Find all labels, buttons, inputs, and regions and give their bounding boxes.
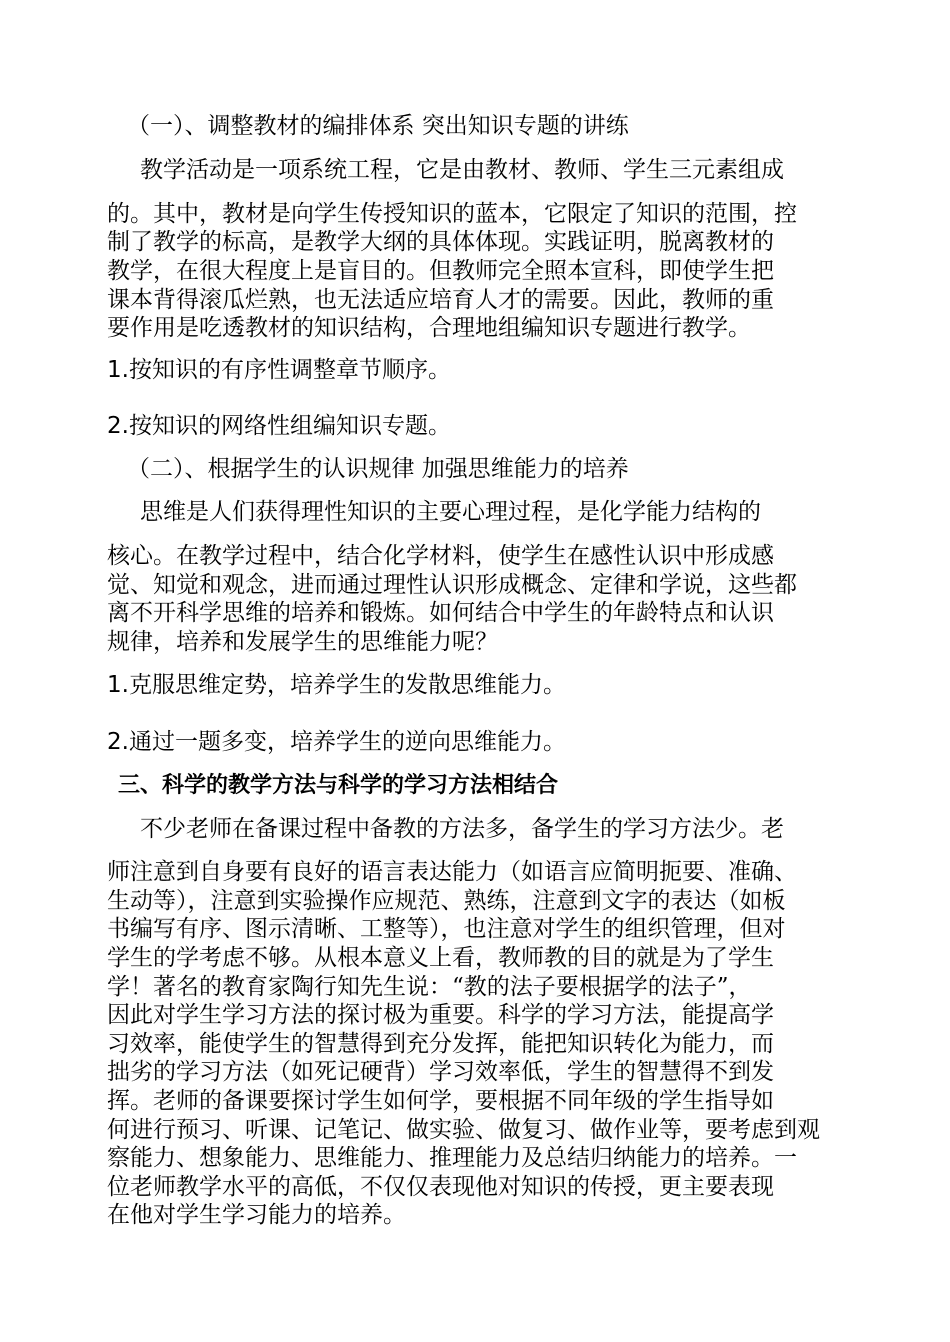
list-item-text: 按知识的有序性调整章节顺序。 bbox=[128, 357, 451, 383]
paragraph-3-line-11: 何进行预习、听课、记笔记、做实验、做复习、做作业等，要考虑到观 bbox=[107, 1117, 820, 1143]
paragraph-1-line-4: 教学，在很大程度上是盲目的。但教师完全照本宣科，即使学生把 bbox=[107, 258, 774, 284]
list-item-number: 2. bbox=[107, 729, 129, 755]
paragraph-1-line-1: 教学活动是一项系统工程，它是由教材、教师、学生三元素组成 bbox=[140, 157, 784, 183]
paragraph-3-line-9: 拙劣的学习方法（如死记硬背）学习效率低，学生的智慧得不到发 bbox=[107, 1059, 774, 1085]
list-item-1-2 bbox=[107, 411, 451, 441]
list-item-2-2 bbox=[107, 727, 566, 757]
paragraph-3-line-5: 学生的学考虑不够。从根本意义上看，教师教的目的就是为了学生 bbox=[107, 945, 774, 971]
paragraph-3-line-8: 习效率，能使学生的智慧得到充分发挥，能把知识转化为能力，而 bbox=[107, 1031, 774, 1057]
list-item-2-1 bbox=[107, 670, 566, 700]
paragraph-3-line-13: 位老师教学水平的高低，不仅仅表现他对知识的传授，更主要表现 bbox=[107, 1174, 774, 1200]
paragraph-2-line-2: 核心。在教学过程中，结合化学材料，使学生在感性认识中形成感 bbox=[107, 543, 774, 569]
paragraph-3-line-12: 察能力、想象能力、思维能力、推理能力及总结归纳能力的培养。一 bbox=[107, 1145, 797, 1171]
list-item-text: 通过一题多变，培养学生的逆向思维能力。 bbox=[128, 729, 566, 755]
paragraph-3-line-1: 不少老师在备课过程中备教的方法多，备学生的学习方法少。老 bbox=[140, 816, 784, 842]
list-item-number: 2. bbox=[107, 413, 129, 439]
paragraph-2-line-3: 觉、知觉和观念，进而通过理性认识形成概念、定律和学说，这些都 bbox=[107, 572, 797, 598]
list-item-number: 1. bbox=[107, 357, 129, 383]
subheading-1: （一）、调整教材的编排体系 突出知识专题的讲练 bbox=[127, 113, 629, 139]
paragraph-3-line-6: 学！著名的教育家陶行知先生说：“教的法子要根据学的法子”， bbox=[107, 974, 752, 1000]
paragraph-1-line-5: 课本背得滚瓜烂熟，也无法适应培育人才的需要。因此，教师的重 bbox=[107, 287, 774, 313]
paragraph-2-line-1: 思维是人们获得理性知识的主要心理过程，是化学能力结构的 bbox=[140, 499, 761, 525]
paragraph-2-line-4: 离不开科学思维的培养和锻炼。如何结合中学生的年龄特点和认识 bbox=[107, 600, 774, 626]
paragraph-3-line-3: 生动等），注意到实验操作应规范、熟练，注意到文字的表达（如板 bbox=[107, 888, 786, 914]
list-item-text: 克服思维定势，培养学生的发散思维能力。 bbox=[128, 672, 566, 698]
subheading-2: （二）、根据学生的认识规律 加强思维能力的培养 bbox=[127, 456, 629, 482]
paragraph-3-line-7: 因此对学生学习方法的探讨极为重要。科学的学习方法，能提高学 bbox=[107, 1002, 774, 1028]
paragraph-3-line-4: 书编写有序、图示清晰、工整等），也注意对学生的组织管理，但对 bbox=[107, 916, 786, 942]
paragraph-1-line-6: 要作用是吃透教材的知识结构，合理地组编知识专题进行教学。 bbox=[107, 315, 751, 341]
paragraph-3-line-14: 在他对学生学习能力的培养。 bbox=[107, 1202, 406, 1228]
paragraph-1-line-3: 制了教学的标高，是教学大纲的具体体现。实践证明，脱离教材的 bbox=[107, 229, 774, 255]
paragraph-3-line-2: 师注意到自身要有良好的语言表达能力（如语言应简明扼要、准确、 bbox=[107, 859, 797, 885]
list-item-number: 1. bbox=[107, 672, 129, 698]
paragraph-2-line-5: 规律，培养和发展学生的思维能力呢？ bbox=[107, 629, 498, 655]
paragraph-1-line-2: 的。其中，教材是向学生传授知识的蓝本，它限定了知识的范围，控 bbox=[107, 201, 797, 227]
list-item-1-1 bbox=[107, 355, 451, 385]
list-item-text: 按知识的网络性组编知识专题。 bbox=[128, 413, 451, 439]
paragraph-3-line-10: 挥。老师的备课要探讨学生如何学，要根据不同年级的学生指导如 bbox=[107, 1088, 774, 1114]
section-heading-3: 三、科学的教学方法与科学的学习方法相结合 bbox=[118, 773, 559, 798]
